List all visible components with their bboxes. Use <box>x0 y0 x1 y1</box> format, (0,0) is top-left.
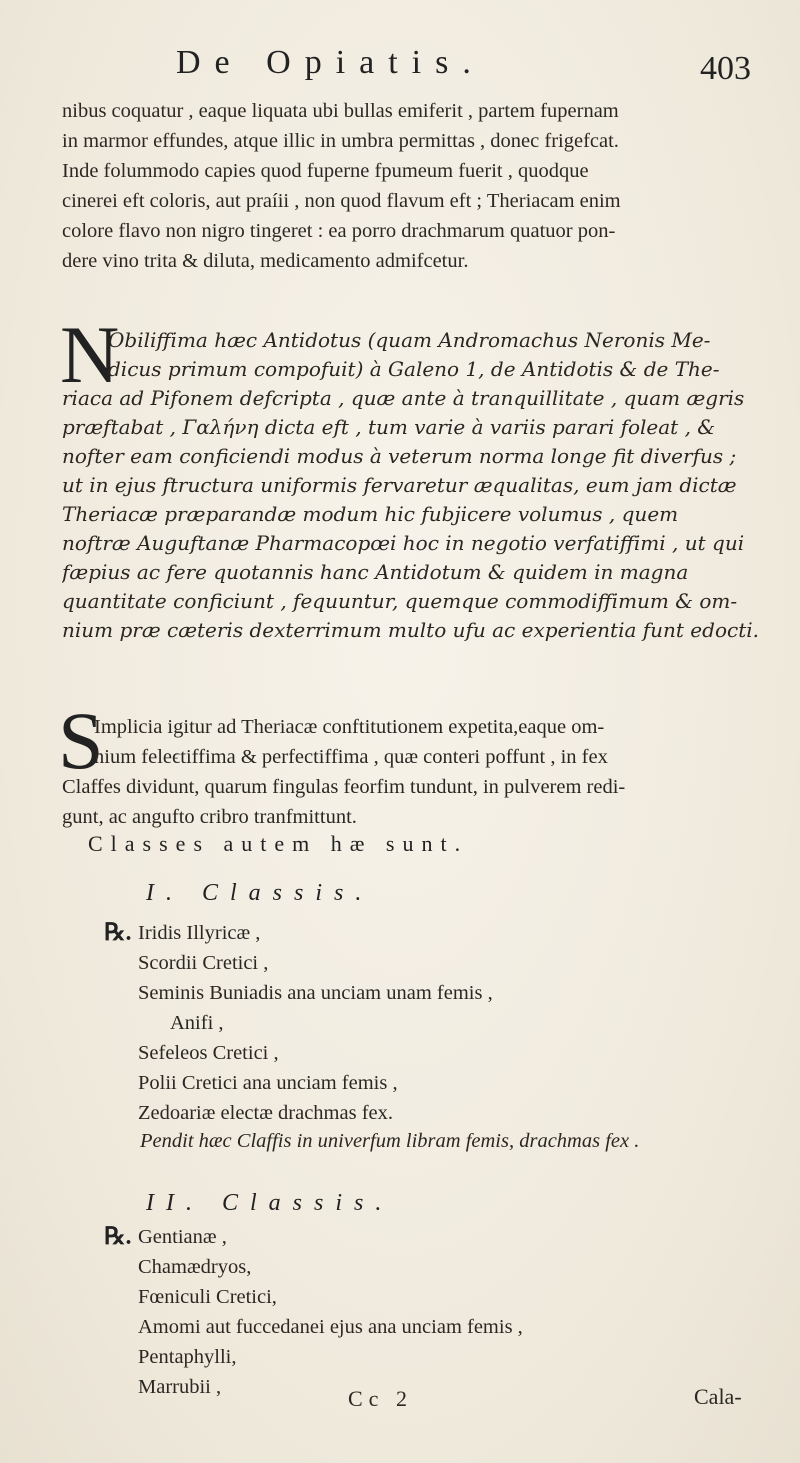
text-line: in marmor effundes, atque illic in umbra permittas , donec frigefcat. <box>62 130 619 152</box>
text-line: ut in ejus ftructura uniformis fervaretur æqualitas, eum jam dictæ <box>62 473 737 497</box>
text-line: noftræ Auguftanæ Pharmacopœi hoc in negotio verfatiffimi , ut qui <box>62 531 745 555</box>
paragraph-simplicia <box>62 712 762 832</box>
text-line: Theriacæ præparandæ modum hic fubjicere volumus , quem <box>62 502 679 526</box>
list-item: Amomi aut fuccedanei ejus ana unciam femis , <box>138 1316 523 1338</box>
text-line: nium præ cæteris dexterrimum multo ufu ac experientia funt edocti. <box>62 618 759 642</box>
list-item: Gentianæ , <box>138 1226 227 1248</box>
signature-mark: Cc 2 <box>348 1386 413 1411</box>
text-line: Implicia igitur ad Theriacæ conftitutionem expetita,eaque om- <box>94 716 605 738</box>
text-line: nibus coquatur , eaque liquata ubi bullas emiferit , partem fupernam <box>62 100 619 122</box>
list-item: Polii Cretici ana unciam femis , <box>138 1072 398 1094</box>
list-item: Iridis Illyricæ , <box>138 922 261 944</box>
class-1-weight-note: Pendit hæc Claffis in univerfum libram femis, drachmas fex . <box>140 1130 640 1152</box>
text-line: dicus primum compofuit) à Galeno 1, de Antidotis & de The- <box>108 357 720 381</box>
list-item: Sefeleos Cretici , <box>138 1042 279 1064</box>
recipe-symbol: ℞. <box>104 1224 132 1250</box>
class-1-heading: I. Classis. <box>146 880 374 906</box>
drop-cap-n: N <box>60 309 120 400</box>
list-item: Chamædryos, <box>138 1256 252 1278</box>
recipe-symbol: ℞. <box>104 920 132 946</box>
text-line: Claffes dividunt, quarum fingulas feorfim tundunt, in pulverem redi- <box>62 776 626 798</box>
paragraph-theriaca-intro <box>62 326 762 645</box>
classes-heading: Classes autem hæ sunt. <box>88 831 469 856</box>
text-line: gunt, ac angufto cribro tranfmittunt. <box>62 806 357 828</box>
running-title: De Opiatis. <box>176 44 485 81</box>
text-line: colore flavo non nigro tingeret : ea porro drachmarum quatuor pon- <box>62 220 616 242</box>
text-line: dere vino trita & diluta, medicamento admifcetur. <box>62 250 469 272</box>
list-item: Zedoariæ electæ drachmas fex. <box>138 1102 393 1124</box>
text-line: quantitate conficiunt , fequuntur, quemque commodiffimum & om- <box>62 589 738 613</box>
list-item: Fœniculi Cretici, <box>138 1286 277 1308</box>
text-line: cinerei eft coloris, aut praíii , non quod flavum eft ; Theriacam enim <box>62 190 621 212</box>
page-number: 403 <box>700 50 751 87</box>
list-item: Seminis Buniadis ana unciam unam femis , <box>138 982 493 1004</box>
text-line: riaca ad Pifonem defcripta , quæ ante à tranquillitate , quam ægris <box>62 386 745 410</box>
text-line: præftabat , Γαλήνη dicta eft , tum varie à variis parari foleat , & <box>62 415 716 439</box>
list-item: Marrubii , <box>138 1376 222 1398</box>
list-item: Anifi , <box>170 1012 224 1034</box>
text-line: nofter eam conficiendi modus à veterum norma longe fit diverfus ; <box>62 444 737 468</box>
class-1-ingredients <box>138 918 493 1128</box>
page-header <box>0 44 800 94</box>
paragraph-continuation <box>62 96 762 276</box>
catchword: Cala- <box>694 1384 742 1409</box>
text-line: Obiliffima hæc Antidotus (quam Andromachus Neronis Me- <box>108 328 711 352</box>
list-item: Scordii Cretici , <box>138 952 269 974</box>
list-item: Pentaphylli, <box>138 1346 237 1368</box>
class-2-heading: II. Classis. <box>146 1190 394 1216</box>
text-line: Inde folummodo capies quod fuperne fpumeum fuerit , quodque <box>62 160 589 182</box>
text-line: nium feleϵtiffima & perfectiffima , quæ conteri poffunt , in fex <box>94 746 608 768</box>
class-2-ingredients <box>138 1222 523 1402</box>
text-line: fæpius ac fere quotannis hanc Antidotum & quidem in magna <box>62 560 689 584</box>
drop-cap-s: S <box>58 695 104 786</box>
